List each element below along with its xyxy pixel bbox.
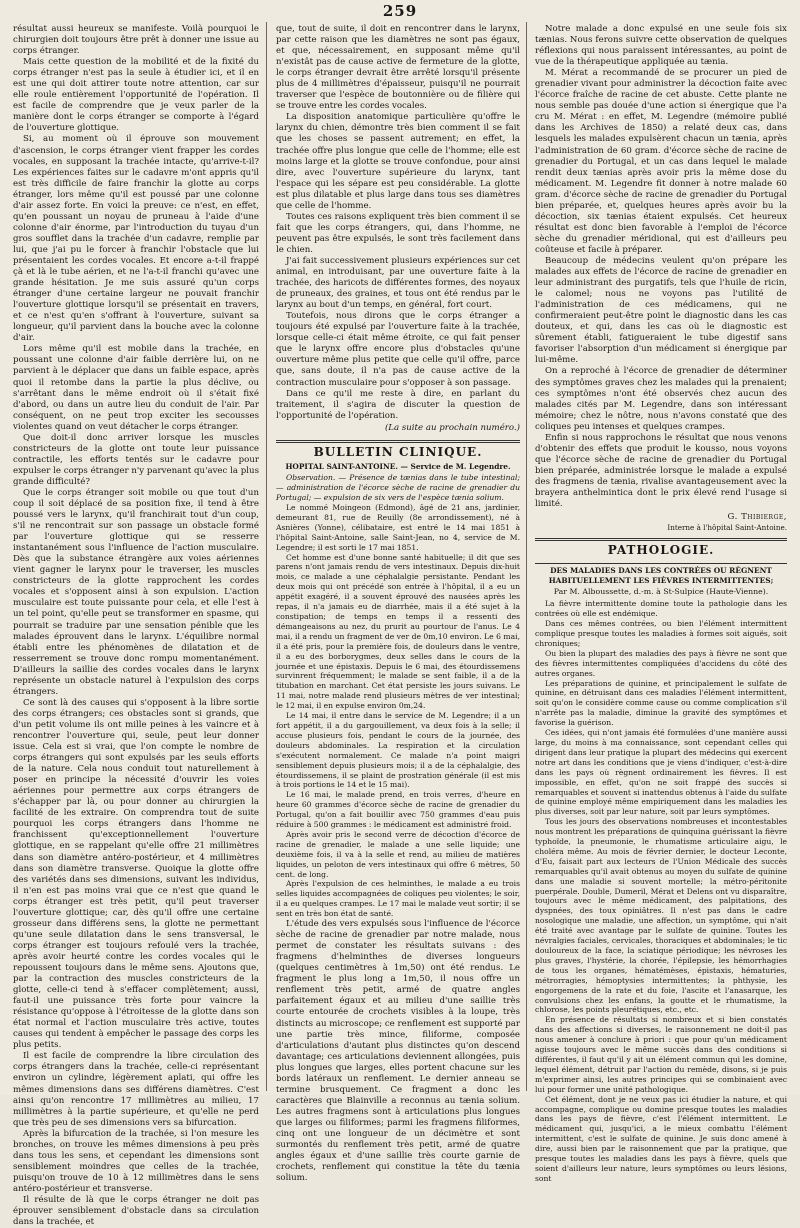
section-divider xyxy=(535,538,787,541)
paragraph: Ce sont là des causes qui s'opposent à la libre sortie des corps étrangers; ces obstacles sont si grands, que d'un petit volume ils ont mille peines à les vaincre et à rencontrer l'ouverture qui, seule, peut leur donner issue. Cela est si vrai, que l'on compte le nombre de corps étrangers qui sont expulsés par les seuls efforts de la nature. Cela nous conduit tout naturellement à poser en principe la nécessité d'ouvrir les voies aériennes pour permettre aux corps étrangers de s'échapper par là, ou pour donner au chirurgien la facilité de les extraire. On comprendra tout de suite pourquoi les corps étrangers dans l'homme ne franchissent qu'exceptionnellement l'ouverture glottique, en se rappelant qu'elle offre 21 millimètres dans son diamètre antéro-postérieur, et 4 millimètres dans son diamètre transverse. Quoique la glotte offre des variétés dans ses dimensions, suivant les individus, il n'en est pas moins vrai que ce n'est que quand le corps étranger est très petit, qu'il peut traverser l'ouverture glottique; car, dès qu'il offre une certaine grosseur dans différens sens, la glotte ne permettant qu'une seule dilatation dans le sens transversal, le corps étranger est toujours refoulé vers la trachée, après avoir heurté contre les cordes vocales qui le repoussent toujours dans le même sens. Ajoutons que, par la contraction des muscles constricteurs de la glotte, celle-ci tend à s'effacer complètement; aussi, faut-il une puissance très forte pour vaincre la résistance qu'oppose à l'étroitesse de la glotte dans son état normal et l'action musculaire très active, toutes causes qui tendent à empêcher le passage des corps les plus petits. xyxy=(13,697,259,1051)
paragraph: Dans ces mêmes contrées, ou bien l'élément intermittent complique presque toutes les maladies à formes soit aiguës, soit chroniques; xyxy=(535,619,787,648)
paragraph: La disposition anatomique particulière qu'offre le larynx du chien, démontre très bien comment il se fait que les choses se passent autrement; en effet, la trachée offre plus longue que celle de l'homme; elle est moins large et la glotte se trouve confondue, pour ainsi dire, avec l'ouverture supérieure du larynx, tant l'espace qui les sépare est peu considérable. La glotte est plus dilatable et plus large dans tous ses diamètres que celle de l'homme. xyxy=(276,112,520,211)
paragraph: On a reproché à l'écorce de grenadier de déterminer des symptômes graves chez les malades qui la prenaient; ces symptômes n'ont été observés chez aucun des malades cités par M. Legendre, dans son intéressant mémoire; chez le nôtre, nous n'avons constaté que des coliques peu intenses et quelques crampes. xyxy=(535,366,787,432)
paragraph: Ou bien la plupart des maladies des pays à fièvre ne sont que des fièvres intermittentes compliquées d'accidens du côté des autres organes. xyxy=(535,648,787,678)
paragraph: Le 14 mai, il entre dans le service de M. Legendre; il a un fort appétit, il a du gargouillement, va deux fois à la selle; il accuse plusieurs fois, pendant le cours de la journée, des douleurs abdominales. La respiration et la circulation s'exécutent normalement. Ce malade n'a point maigri sensiblement depuis plusieurs mois; il a de la céphalalgie, des étourdissemens, il se plaint de prostration générale (il est mis à trois portions le 14 et le 15 mai). xyxy=(276,711,520,790)
paragraph: Dans ce qu'il me reste à dire, en parlant du traitement, il s'agira de discuter la question de l'opportunité de l'opération. xyxy=(276,388,520,421)
article-title: DES MALADIES DANS LES CONTRÉES OU RÈGNENT HABITUELLEMENT LES FIÈVRES INTERMITTENTES; xyxy=(548,566,774,585)
paragraph: Ces idées, qui n'ont jamais été formulées d'une manière aussi large, du moins à ma connaissance, sont cependant celles qui dirigent dans leur pratique la plupart des médecins qui exercent notre art dans les conditions que je viens d'indiquer, c'est-à-dire dans les pays où règnent ordinairement les fièvres. Il est impossible, en effet, qu'on ne soit frappé des succès si remarquables et souvent si inattendus obtenus à l'aide du sulfate de quinine employé même empiriquement dans les maladies les plus diverses, soit par leur nature, soit par leurs symptômes. xyxy=(535,728,787,817)
paragraph: Si, au moment où il éprouve son mouvement d'ascension, le corps étranger vient frapper les cordes vocales, en supposant la trachée intacte, qu'arrive-t-il? Les expériences faites sur le cadavre m'ont appris qu'il est très difficile de faire franchir la glotte au corps étranger, lors même qu'il est poussé par une colonne d'air assez forte. En voici la preuve: ce n'est, en effet, qu'en poussant un noyau de pruneau à l'aide d'une colonne d'air énorme, par l'introduction du tuyau d'un gros soufflet dans la trachée d'un cadavre, remplie par lui, que j'ai pu le forcer à franchir l'obstacle que lui présentaient les cordes vocales. Et encore a-t-il frappé çà et là le tube aérien, et ne l'a-t-il franchi qu'avec une grande hésitation. Je me suis assuré qu'un corps étranger d'une certaine largeur ne pouvait franchir l'ouverture glottique lorsqu'il se présentait en travers, et ce n'est qu'en s'offrant à l'ouverture, suivant sa longueur, qu'il parvient dans la bouche avec la colonne d'air. xyxy=(13,134,259,344)
section-subheading: HOPITAL SAINT-ANTOINE. — Service de M. Legendre. xyxy=(285,461,511,471)
paragraph: que, tout de suite, il doit en rencontrer dans le larynx, par cette raison que les diamètres ne sont pas égaux, et que, nécessairement, en supposant même qu'il n'existât pas de cause active de fermeture de la glotte, le corps étranger devrait être arrêté lorsqu'il présente plus de 4 millimètres d'épaisseur, puisqu'il ne pourrait traverser que l'espèce de boutonnière ou de filière qui se trouve entre les cordes vocales. xyxy=(276,24,520,112)
paragraph: Que doit-il donc arriver lorsque les muscles constricteurs de la glotte ont toute leur puissance contractile, les efforts tentés sur le cadavre pour expulser le corps étranger n'y parvenant qu'avec la plus grande difficulté? xyxy=(13,432,259,487)
paragraph: Après avoir pris le second verre de décoction d'écorce de racine de grenadier, le malade a une selle liquide; une deuxième fois, il va à la selle et rend, au milieu de matières liquides, un peloton de vers intestinaux qui offre 6 mètres, 50 cent. de long. xyxy=(276,829,520,879)
section-divider xyxy=(276,440,520,443)
signature-name: G. Thibierge, xyxy=(727,512,787,523)
paragraph: Notre malade a donc expulsé en une seule fois six tænias. Nous ferons suivre cette observation de quelques réflexions qui nous paraissent intéressantes, au point de vue de la thérapeutique appliquée au tænia. xyxy=(535,24,787,68)
paragraph: J'ai fait successivement plusieurs expériences sur cet animal, en introduisant, par une ouverture faite à la trachée, des haricots de différentes formes, des noyaux de pruneaux, des graines, et tous ont été rendus par le larynx au bout d'un temps, en général, fort court. xyxy=(276,255,520,311)
paragraph: Cet élément, dont je ne veux pas ici étudier la nature, et qui accompagne, complique ou domine presque toutes les maladies dans les pays de fièvre, c'est l'élément intermittent. Le médicament qui, jusqu'ici, a le mieux combattu l'élément intermittent, c'est le sulfate de quinine. Je suis donc amené à dire, aussi bien par le raisonnement que par la pratique, que presque toutes les maladies dans les pays à fièvre, quels que soient d'ailleurs leur nature, leurs symptômes ou leurs lésions, sont xyxy=(535,1094,787,1183)
continued-note: (La suite au prochain numéro.) xyxy=(384,422,520,433)
paragraph: Beaucoup de médecins veulent qu'on prépare les malades aux effets de l'écorce de racine de grenadier en leur administrant des purgatifs, tels que l'huile de ricin, le calomel; nous ne voyons pas l'utilité de l'administration de ces médicamens, qui ne confirmeraient peut-être point le diagnostic dans les cas douteux, et qui, dans les cas où le diagnostic est sûrement établi, fatigueraient le tube digestif sans favoriser l'absorption d'un médicament si énergique par lui-même. xyxy=(535,255,787,366)
section-heading-bulletin: BULLETIN CLINIQUE. xyxy=(313,444,483,459)
observation-summary: Observation. — Présence de tænias dans le tube intestinal; — administration de l'écorce sèche de racine de grenadier du Portugal; — expulsion de six vers de l'espèce tænia solium. xyxy=(276,473,520,503)
paragraph: Après l'expulsion de ces helminthes, le malade a eu trois selles liquides accompagnées de coliques peu violentes; le soir, il a eu quelques crampes. Le 17 mai le malade veut sortir; il se sent en très bon état de santé. xyxy=(276,879,520,919)
article-byline: Par M. Alboussette, d.-m. à St-Sulpice (Haute-Vienne). xyxy=(553,587,769,597)
paragraph: En présence de résultats si nombreux et si bien constatés dans des affections si diverses, le raisonnement ne doit-il pas nous amener à conclure à priori : que pour qu'un médicament agisse toujours avec le même succès dans des conditions si différentes, il faut qu'il y ait un élément commun qui les domine, lequel élément, détruit par l'action du remède, disons, si je puis m'exprimer ainsi, les autres principes qui se combinaient avec lui pour former une unité pathologique. xyxy=(535,1015,787,1094)
paragraph: Le nommé Moingeon (Edmond), âgé de 21 ans, jardinier, demeurant 81, rue de Reuilly (8e arrondissement), né à Asnières (Yonne), célibataire, est entré le 14 mai 1851 à l'hôpital Saint-Antoine, salle Saint-Jean, no 4, service de M. Legendre; il est sorti le 17 mai 1851. xyxy=(276,503,520,552)
column-rule xyxy=(526,22,527,1091)
paragraph: Il résulte de là que le corps étranger ne doit pas éprouver sensiblement d'obstacle dans sa circulation dans la trachée, et xyxy=(13,1194,259,1228)
column-3 xyxy=(535,24,787,1183)
paragraph: Les préparations de quinine, et principalement le sulfate de quinine, en détruisant dans ces maladies l'élément intermittent, soit qu'on le considère comme cause ou comme complication s'il n'arrête pas la maladie, diminue la gravité des symptômes et favorise la guérison. xyxy=(535,678,787,728)
paragraph: La fièvre intermittente domine toute la pathologie dans les contrées où elle est endémique. xyxy=(535,599,787,619)
paragraph: Il est facile de comprendre la libre circulation des corps étrangers dans la trachée, celle-ci représentant environ un cylindre, légèrement aplati, qui offre les mêmes dimensions dans ses différens diamètres. C'est ainsi qu'on rencontre 17 millimètres au milieu, 17 millimètres à la partie supérieure, et qu'elle ne perd que très peu de ses dimensions vers sa bifurcation. xyxy=(13,1051,259,1128)
column-1 xyxy=(13,24,259,1228)
column-rule xyxy=(266,22,267,1091)
paragraph: Que le corps étranger soit mobile ou que tout d'un coup il soit déplacé de sa position fixe, il tend à être poussé vers le larynx, qu'il franchirait tout d'un coup, s'il ne rencontrait sur son passage un obstacle formé par l'ouverture glottique qui se resserre instantanément sous l'influence de l'action musculaire. Dès que la substance étrangère aux voies aériennes vient gagner le larynx pour le traverser, les muscles constricteurs de la glotte rapprochent les cordes vocales et s'opposent ainsi à son expulsion. L'action musculaire est toute puissante pour cela, et elle l'est à un tel point, qu'elle peut se transformer en spasme, qui pourrait se traduire par une sensation pénible que les malades éprouvent dans le larynx. L'équilibre normal établi entre les phénomènes de dilatation et de resserrement se trouve donc rompu momentanément. D'ailleurs la saillie des cordes vocales dans le larynx représente un obstacle naturel à l'expulsion des corps étrangers. xyxy=(13,487,259,697)
paragraph: L'étude des vers expulsés sous l'influence de l'écorce sèche de racine de grenadier par notre malade, nous permet de constater les résultats suivans : des fragmens d'helminthes de diverses longueurs (quelques centimètres à 1m,50) ont été rendus. Le fragment le plus long a 1m,50, il nous offre un renflement très petit, armé de quatre angles parfaitement égaux et au milieu d'une saillie très courte entourée de crochets visibles à la loupe, très distincts au microscope; ce renflement est supporté par une partie très mince, filiforme, composée d'articulations d'autant plus distinctes qu'on descend davantage; ces articulations deviennent allongées, puis plus longues que larges, elles portent chacune sur les bords latéraux un renflement. Le dernier anneau se termine brusquement. Ce fragment a donc les caractères que Blainville a reconnus au tænia solium. Les autres fragmens sont à articulations plus longues que larges ou filiformes; parmi les fragmens filiformes, cinq ont une longueur de un décimètre et sont surmontés du renflement très petit, armé de quatre angles égaux et d'une saillie très courte garnie de crochets, renflement qui constitue la tête du tænia solium. xyxy=(276,919,520,1184)
paragraph: Après la bifurcation de la trachée, si l'on mesure les bronches, on trouve les mêmes dimensions à peu près dans tous les sens, et cependant les dimensions sont sensiblement moindres que celles de la trachée, puisqu'on trouve de 10 à 12 millimètres dans le sens antéro-postérieur et transverse. xyxy=(13,1128,259,1194)
paragraph: résultat aussi heureux se manifeste. Voilà pourquoi le chirurgien doit toujours être prêt à donner une issue au corps étranger. xyxy=(13,24,259,57)
column-2 xyxy=(276,24,520,1184)
signature-role: Interne à l'hôpital Saint-Antoine. xyxy=(667,523,787,533)
paragraph: Cet homme est d'une bonne santé habituelle; il dit que ses parens n'ont jamais rendu de vers intestinaux. Depuis dix-huit mois, ce malade a une céphalalgie persistante. Pendant les deux mois qui ont précédé son entrée à l'hôpital, il a eu un appétit exagéré, il a souvent éprouvé des nausées après les repas, il n'a jamais eu de diarrhée, mais il a été sujet à la constipation; de temps en temps il a ressenti des démangeaisons au nez, du prurit au pourtour de l'anus. Le 4 mai, il a rendu un fragment de ver de 0m,10 environ. Le 6 mai, il a été pris, pour la première fois, de douleurs dans le ventre, il a eu des borborygmes, deux selles dans le cours de la journée et une épistaxis. Depuis le 6 mai, des étourdissemens survinrent fréquemment; le malade se sent faible, il a de la titubation en marchant. Cet état persiste les jours suivans. Le 11 mai, notre malade rend plusieurs mètres de ver intestinal; le 12 mai, il en expulse environ 0m,24. xyxy=(276,552,520,711)
paragraph: Le 16 mai, le malade prend, en trois verres, d'heure en heure 60 grammes d'écorce sèche de racine de grenadier du Portugal, qu'on a fait bouillir avec 750 grammes d'eau puis réduire à 500 grammes : le médicament est administré froid. xyxy=(276,790,520,830)
paragraph: Tous les jours des observations nombreuses et incontestables nous montrent les préparations de quinquina guérissant la fièvre typhoïde, la pneumonie, le rhumatisme articulaire aigu, le choléra même. Au mois de février dernier, le docteur Leconte, d'Eu, faisait part aux lecteurs de l'Union Médicale des succès remarquables qu'il avait obtenus au moyen du sulfate de quinine dans une maladie si souvent mortelle; la métro-péritonite puerpérale. Double, Dumeril, Mérat et Delens ont vu disparaître, toujours avec le même médicament, des palpitations, des dyspnées, des toux opiniâtres. Il n'est pas dans le cadre nosologique une maladie, une affection, un symptôme, qui n'ait été traité avec avantage par le sulfate de quinine. Toutes les névralgies faciales, cervicales, thoraciques et abdominales; le tic douloureux de la face, la sciatique périodique; les névroses les plus graves, l'hystérie, la chorée, l'épilepsie, les hémorrhagies de tous les organes, hématémèses, épistaxis, hématuries, métrorragies, hémoptysies intermittentes; la phthysie, les engorgemens de la rate et du foie, l'ascite et l'anasarque, les convulsions chez les enfans, la goutte et le rhumatisme, la chlorose, les points pleurétiques, etc., etc. xyxy=(535,817,787,1015)
paragraph: Enfin si nous rapprochons le résultat que nous venons d'obtenir des effets que produit le kousso, nous voyons que l'écorce sèche de racine de grenadier du Portugal bien préparée, administrée lorsque le malade a expulsé des fragmens de tænia, rivalise avantageusement avec la brayera anthelmintica dont le prix élevé rend l'usage si limité. xyxy=(535,432,787,510)
paragraph: Lors même qu'il est mobile dans la trachée, en poussant une colonne d'air faible derrière lui, on ne parvient à le déplacer que dans un faible espace, après quoi il retombe dans la partie la plus déclive, ou s'arrêtant dans le même endroit où il s'était fixé d'abord, ou dans un autre lieu du conduit de l'air. Par conséquent, on ne peut trop exciter les secousses violentes quand on veut détacher le corps étranger. xyxy=(13,344,259,432)
paragraph: Mais cette question de la mobilité et de la fixité du corps étranger n'est pas la seule à étudier ici, et il en est une qui doit attirer toute notre attention, car sur elle roule entièrement l'opportunité de l'opération. Il est facile de comprendre que je veux parler de la manière dont le corps étranger se comporte à l'égard de l'ouverture glottique. xyxy=(13,57,259,134)
paragraph: Toutes ces raisons expliquent très bien comment il se fait que les corps étrangers, qui, dans l'homme, ne peuvent pas être expulsés, le sont très facilement dans le chien. xyxy=(276,211,520,255)
page-number: 259 xyxy=(382,2,418,20)
paragraph: Toutefois, nous dirons que le corps étranger a toujours été expulsé par l'ouverture faite à la trachée, lorsque celle-ci était même étroite, ce qui fait penser que le larynx offre encore plus d'obstacles qu'une ouverture même plus petite que celle qu'il offre, parce que, sans doute, il n'a pas de cause active de la contraction musculaire pour s'opposer à son passage. xyxy=(276,311,520,388)
section-divider xyxy=(535,563,787,564)
paragraph: M. Mérat a recommandé de se procurer un pied de grenadier vivant pour administrer la décoction faite avec l'écorce fraîche de racine de cet abuste. Cette plante ne nous semble pas douée d'une action si énergique que l'a cru M. Mérat : en effet, M. Legendre (mémoire publié dans les Archives de 1850) a relaté deux cas, dans lesquels les malades expulsèrent chacun un tænia, après l'administration de 60 gram. d'écorce sèche de racine de grenadier du Portugal, et un cas dans lequel le malade rendit deux tænias après avoir pris la même dose du médicament. M. Legendre fit donner à notre malade 60 gram. d'écorce sèche de racine de grenadier du Portugal bien préparée, et, quelques heures après avoir bu la décoction, six tænias étaient expulsés. Cet heureux résultat est donc bien favorable à l'emploi de l'écorce sèche du grenadier méridional, qui est d'ailleurs peu coûteuse et facile à préparer. xyxy=(535,68,787,255)
signature xyxy=(535,512,787,523)
section-heading-pathologie: PATHOLOGIE. xyxy=(607,543,715,558)
